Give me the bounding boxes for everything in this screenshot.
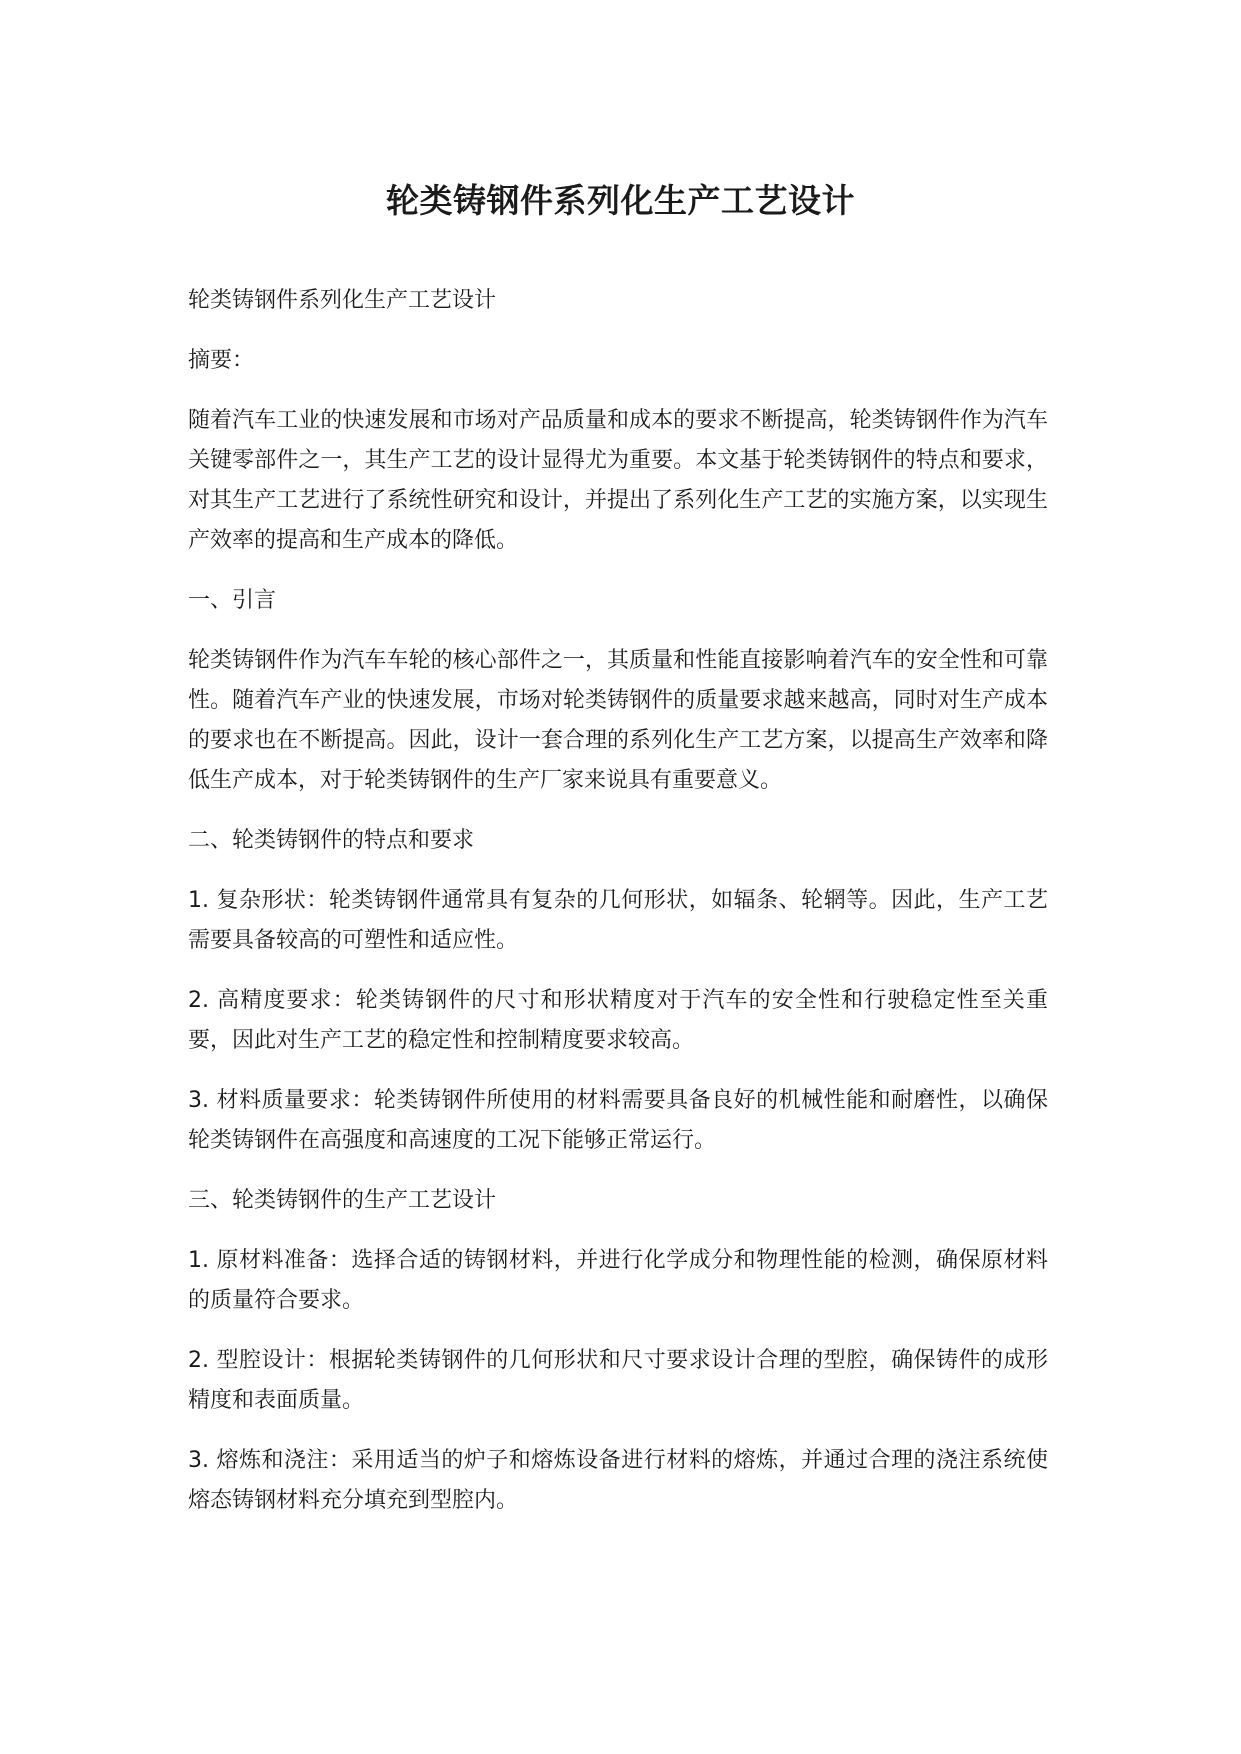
section-heading-features: 二、轮类铸钢件的特点和要求 xyxy=(188,828,475,853)
introduction-paragraph: 轮类铸钢件作为汽车车轮的核心部件之一，其质量和性能直接影响着汽车的安全性和可靠性。随着汽车产业的快速发展，市场对轮类铸钢件的质量要求越来越高，同时对生产成本的要求也在不断提高。因此，设计一套合理的系列化生产工艺方案，以提高生产效率和降低生产成本，对于轮类铸钢件的生产厂家来说具有重要意义。 xyxy=(188,648,1048,793)
abstract-paragraph: 随着汽车工业的快速发展和市场对产品质量和成本的要求不断提高，轮类铸钢件作为汽车关键零部件之一，其生产工艺的设计显得尤为重要。本文基于轮类铸钢件的特点和要求，对其生产工艺进行了系统性研究和设计，并提出了系列化生产工艺的实施方案，以实现生产效率的提高和生产成本的降低。 xyxy=(188,408,1048,553)
process-item-1: 1. 原材料准备：选择合适的铸钢材料，并进行化学成分和物理性能的检测，确保原材料的质量符合要求。 xyxy=(188,1248,1048,1313)
features-item-1: 1. 复杂形状：轮类铸钢件通常具有复杂的几何形状，如辐条、轮辋等。因此，生产工艺需要具备较高的可塑性和适应性。 xyxy=(188,888,1048,953)
abstract-heading: 摘要： xyxy=(188,348,255,373)
document-title: 轮类铸钢件系列化生产工艺设计 xyxy=(386,181,855,220)
process-item-3: 3. 熔炼和浇注：采用适当的炉子和熔炼设备进行材料的熔炼，并通过合理的浇注系统使熔态铸钢材料充分填充到型腔内。 xyxy=(188,1448,1048,1513)
subtitle-paragraph: 轮类铸钢件系列化生产工艺设计 xyxy=(188,288,497,313)
process-item-2: 2. 型腔设计：根据轮类铸钢件的几何形状和尺寸要求设计合理的型腔，确保铸件的成形精度和表面质量。 xyxy=(188,1348,1048,1413)
features-item-2: 2. 高精度要求：轮类铸钢件的尺寸和形状精度对于汽车的安全性和行驶稳定性至关重要，因此对生产工艺的稳定性和控制精度要求较高。 xyxy=(188,988,1048,1053)
section-heading-introduction: 一、引言 xyxy=(188,588,277,613)
document-body xyxy=(188,281,1048,1541)
section-heading-process: 三、轮类铸钢件的生产工艺设计 xyxy=(188,1188,497,1213)
features-item-3: 3. 材料质量要求：轮类铸钢件所使用的材料需要具备良好的机械性能和耐磨性，以确保轮类铸钢件在高强度和高速度的工况下能够正常运行。 xyxy=(188,1088,1048,1153)
